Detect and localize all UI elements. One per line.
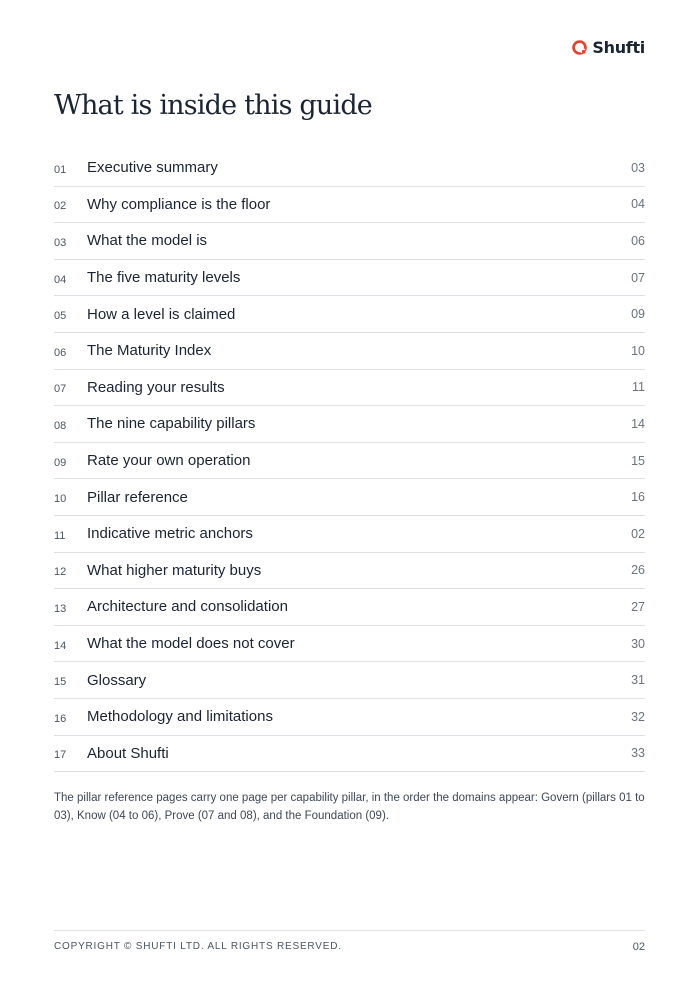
toc-number: 04 xyxy=(54,273,67,286)
toc-page-number: 32 xyxy=(631,709,645,724)
toc-page-number: 14 xyxy=(631,416,645,431)
toc-page-number: 03 xyxy=(631,160,645,175)
toc-number: 16 xyxy=(54,712,67,725)
toc-number: 09 xyxy=(54,456,67,469)
toc-number: 12 xyxy=(54,566,67,579)
toc-row[interactable] xyxy=(54,662,645,699)
shufti-logo xyxy=(571,38,645,57)
toc-label: Methodology and limitations xyxy=(87,708,273,726)
toc-page-number: 15 xyxy=(631,453,645,468)
toc-row[interactable] xyxy=(54,479,645,516)
toc-label: Indicative metric anchors xyxy=(87,525,253,543)
toc-number: 14 xyxy=(54,639,67,652)
toc-page-number: 07 xyxy=(631,270,645,285)
toc-number: 10 xyxy=(54,493,67,506)
toc-number: 08 xyxy=(54,419,67,432)
toc-label: Reading your results xyxy=(87,378,225,396)
toc-page-number: 11 xyxy=(632,380,645,395)
toc-row[interactable] xyxy=(54,333,645,370)
toc-number: 01 xyxy=(54,163,67,176)
toc-number: 02 xyxy=(54,200,67,213)
toc-page-number: 30 xyxy=(631,636,645,651)
toc-row[interactable] xyxy=(54,187,645,224)
brand-name: Shufti xyxy=(592,38,645,57)
toc-page-number: 31 xyxy=(631,673,645,688)
page-title: What is inside this guide xyxy=(54,90,372,121)
toc-page-number: 06 xyxy=(631,233,645,248)
toc-label: Glossary xyxy=(87,671,147,689)
toc-row[interactable] xyxy=(54,553,645,590)
toc-label: Why compliance is the floor xyxy=(87,195,271,213)
table-of-contents xyxy=(54,150,645,772)
toc-page-number: 33 xyxy=(631,746,645,761)
page-footer xyxy=(54,930,645,953)
toc-row[interactable] xyxy=(54,406,645,443)
toc-row[interactable] xyxy=(54,370,645,407)
toc-row[interactable] xyxy=(54,260,645,297)
toc-row[interactable] xyxy=(54,626,645,663)
toc-number: 15 xyxy=(54,676,67,689)
toc-number: 17 xyxy=(54,749,67,762)
toc-label: The five maturity levels xyxy=(87,269,241,287)
toc-label: The Maturity Index xyxy=(87,342,212,360)
toc-page-number: 16 xyxy=(631,490,645,505)
toc-page-number: 27 xyxy=(631,599,645,614)
toc-number: 07 xyxy=(54,383,67,396)
toc-row[interactable] xyxy=(54,589,645,626)
toc-label: What higher maturity buys xyxy=(87,561,262,579)
toc-row[interactable] xyxy=(54,443,645,480)
toc-row[interactable] xyxy=(54,150,645,187)
toc-number: 06 xyxy=(54,346,67,359)
toc-page-number: 26 xyxy=(631,563,645,578)
toc-page-number: 09 xyxy=(631,307,645,322)
toc-number: 05 xyxy=(54,310,67,323)
toc-page-number: 10 xyxy=(631,343,645,358)
toc-page-number: 04 xyxy=(631,197,645,212)
toc-page-number: 02 xyxy=(631,526,645,541)
toc-label: The nine capability pillars xyxy=(87,415,256,433)
toc-row[interactable] xyxy=(54,296,645,333)
pillar-note: The pillar reference pages carry one page per capability pillar, in the order the domains appear: Govern (pillars 01 to 03), Know (04 to 06), Prove (07 and 08), and the Foundation (09). xyxy=(54,792,645,822)
toc-label: What the model does not cover xyxy=(87,635,295,653)
shufti-logo-mark-icon xyxy=(571,39,588,56)
footer-page-number: 02 xyxy=(632,941,645,953)
toc-row[interactable] xyxy=(54,699,645,736)
copyright-text: COPYRIGHT © SHUFTI LTD. ALL RIGHTS RESERVED. xyxy=(54,941,342,952)
toc-label: Architecture and consolidation xyxy=(87,598,288,616)
toc-label: Pillar reference xyxy=(87,488,188,506)
toc-number: 11 xyxy=(54,529,66,542)
toc-number: 13 xyxy=(54,602,67,615)
toc-label: Rate your own operation xyxy=(87,452,251,470)
toc-label: How a level is claimed xyxy=(87,305,236,323)
toc-row[interactable] xyxy=(54,223,645,260)
toc-number: 03 xyxy=(54,236,67,249)
toc-row[interactable] xyxy=(54,516,645,553)
toc-label: What the model is xyxy=(87,232,208,250)
toc-label: About Shufti xyxy=(87,744,169,762)
toc-label: Executive summary xyxy=(87,159,218,177)
toc-row[interactable] xyxy=(54,736,645,773)
